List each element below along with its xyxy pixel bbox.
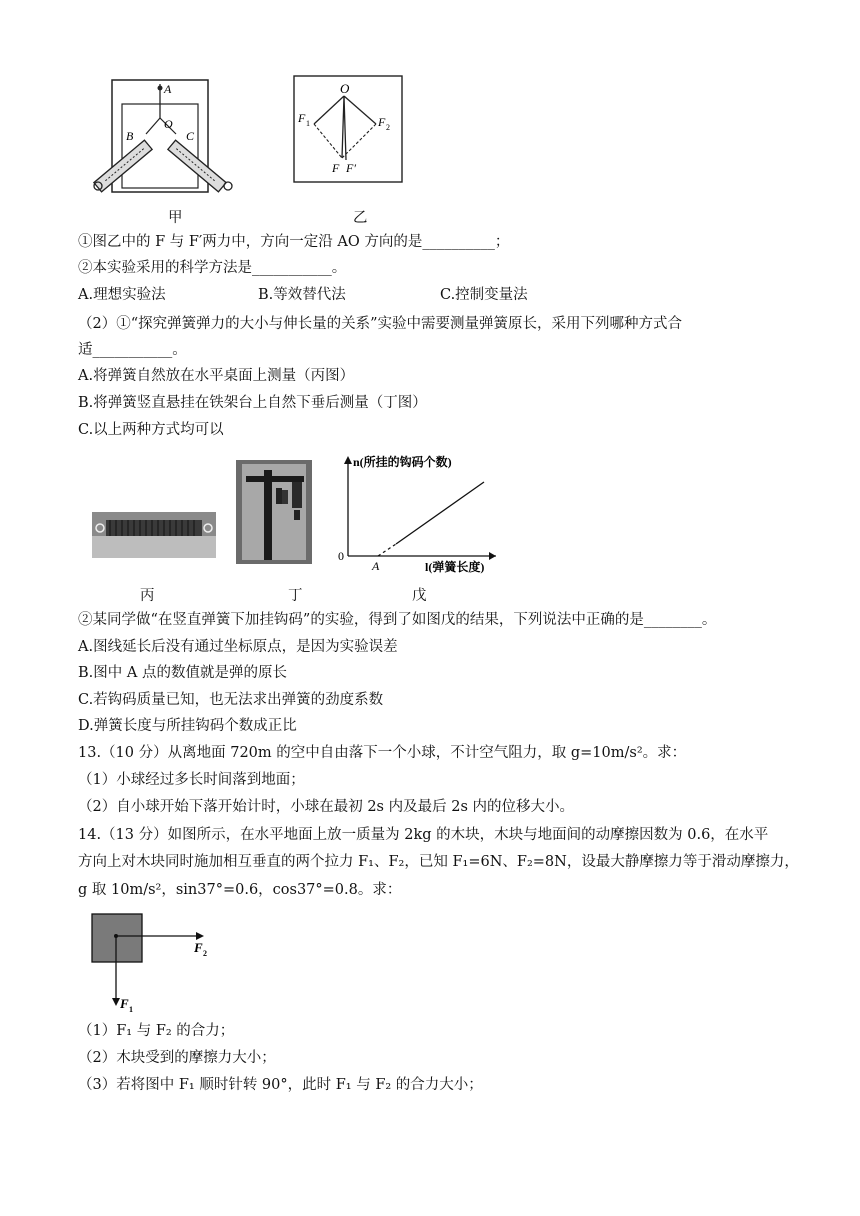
f2-label: F: [194, 940, 203, 955]
caption-ding: 丁: [288, 588, 303, 604]
question-13: 13.（10 分）从离地面 720m 的空中自由落下一个小球，不计空气阻力，取 g=10m/s²。求：: [78, 745, 687, 761]
figure-jia: [88, 78, 238, 198]
text-line-11: B.图中 A 点的数值就是弹的原长: [78, 665, 287, 681]
label-f1: F: [298, 111, 306, 125]
origin-label: 0: [338, 549, 344, 563]
text-line-22: （3）若将图中 F₁ 顺时针转 90°，此时 F₁ 与 F₂ 的合力大小；: [78, 1077, 483, 1093]
text-line-16: （2）自小球开始下落开始计时，小球在最初 2s 内及最后 2s 内的位移大小。: [78, 799, 574, 815]
figure-block: [88, 910, 218, 1014]
option-a: A.理想实验法: [78, 287, 166, 303]
figure-yi: [292, 74, 404, 184]
f2-sub: 2: [203, 949, 207, 958]
point-a-label: A: [372, 559, 380, 573]
f1-sub: 1: [129, 1005, 133, 1014]
y-axis-label: n(所挂的钩码个数): [353, 455, 452, 469]
label-f2-sub: 2: [386, 123, 390, 132]
label-b: B: [126, 129, 134, 143]
label-a: A: [164, 82, 172, 96]
f1-label: F: [120, 996, 129, 1011]
text-line-9: ②某同学做“在竖直弹簧下加挂钩码”的实验，得到了如图戊的结果，下列说法中正确的是________。: [78, 612, 717, 628]
text-line-21: （2）木块受到的摩擦力大小；: [78, 1050, 276, 1066]
label-o: O: [340, 81, 350, 96]
caption-bing: 丙: [140, 588, 155, 604]
label-f2: F: [378, 115, 386, 129]
data-line: [396, 482, 484, 544]
label-f-prime: F′: [346, 161, 356, 175]
text-line-2: ②本实验采用的科学方法是___________。: [78, 260, 347, 276]
text-line-12: C.若钩码质量已知，也无法求出弹簧的劲度系数: [78, 692, 384, 708]
option-c: C.控制变量法: [440, 287, 528, 303]
label-f: F: [332, 161, 340, 175]
text-line-6: A.将弹簧自然放在水平桌面上测量（丙图）: [78, 368, 355, 384]
text-line-19: g 取 10m/s²，sin37°=0.6，cos37°=0.8。求：: [78, 882, 402, 898]
text-line-5: 适___________。: [78, 342, 187, 358]
caption-yi: 乙: [353, 210, 368, 226]
text-line-1: ①图乙中的 F 与 F′两力中，方向一定沿 AO 方向的是__________；: [78, 234, 510, 250]
text-line-8: C.以上两种方式均可以: [78, 422, 224, 438]
text-line-7: B.将弹簧竖直悬挂在铁架台上自然下垂后测量（丁图）: [78, 395, 427, 411]
label-c: C: [186, 129, 195, 143]
text-line-20: （1）F₁ 与 F₂ 的合力；: [78, 1023, 235, 1039]
figure-bing: [92, 512, 216, 558]
text-line-18: 方向上对木块同时施加相互垂直的两个拉力 F₁、F₂，已知 F₁=6N、F₂=8N，设最大静摩擦力等于滑动摩擦力，: [78, 854, 799, 870]
text-line-15: （1）小球经过多长时间落到地面；: [78, 772, 305, 788]
label-f1-sub: 1: [306, 119, 310, 128]
text-line-13: D.弹簧长度与所挂钩码个数成正比: [78, 718, 297, 734]
caption-wu: 戊: [412, 588, 427, 604]
text-line-10: A.图线延长后没有通过坐标原点，是因为实验误差: [78, 639, 398, 655]
question-14: 14.（13 分）如图所示，在水平地面上放一质量为 2kg 的木块，木块与地面间的动摩擦因数为 0.6，在水平: [78, 827, 769, 843]
wood-block: [92, 914, 142, 962]
caption-jia: 甲: [168, 210, 183, 226]
option-b: B.等效替代法: [258, 287, 346, 303]
text-line-4: （2）①“探究弹簧弹力的大小与伸长量的关系”实验中需要测量弹簧原长，采用下列哪种方式合: [78, 316, 683, 332]
x-axis-label: l(弹簧长度): [425, 560, 485, 574]
label-o: O: [164, 117, 173, 131]
figure-ding: [236, 460, 312, 564]
figure-wu: [338, 452, 502, 578]
extension-line: [378, 544, 396, 556]
